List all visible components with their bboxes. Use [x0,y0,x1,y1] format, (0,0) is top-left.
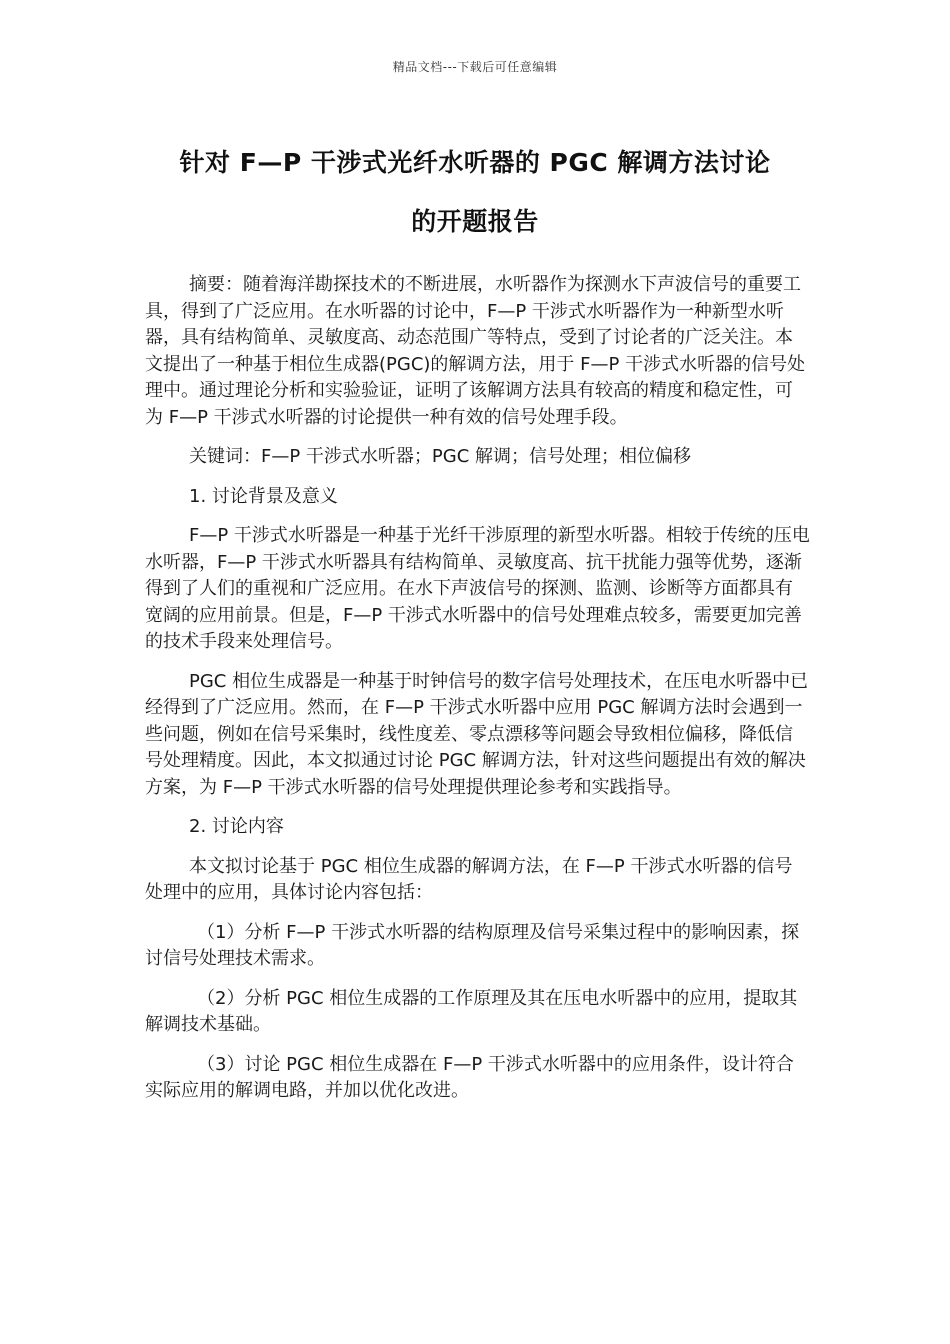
body-paragraph: 本文拟讨论基于 PGC 相位生成器的解调方法，在 F—P 干涉式水听器的信号处理中的应用，具体讨论内容包括： [145,855,793,903]
body-paragraph: F—P 干涉式水听器是一种基于光纤干涉原理的新型水听器。相较于传统的压电水听器，F—P 干涉式水听器具有结构简单、灵敏度高、抗干扰能力强等优势，逐渐得到了人们的重视和广泛应用。在水下声波信号的探测、监测、诊断等方面都具有宽阔的应用前景。但是，F—P 干涉式水听器中的信号处理难点较多，需要更加完善的技术手段来处理信号。 [145,525,810,652]
section-heading-2: 2. 讨论内容 [189,816,284,837]
header-note: 精品文档---下载后可任意编辑 [392,60,558,74]
body-paragraph: PGC 相位生成器是一种基于时钟信号的数字信号处理技术，在压电水听器中已经得到了广泛应用。然而，在 F—P 干涉式水听器中应用 PGC 解调方法时会遇到一些问题，例如在信号采集时，线性度差、零点漂移等问题会导致相位偏移，降低信号处理精度。因此，本文拟通过讨论 PGC 解调方法，针对这些问题提出有效的解决方案，为 F—P 干涉式水听器的信号处理提供理论参考和实践指导。 [145,670,809,798]
title-line-1: 针对 F—P 干涉式光纤水听器的 PGC 解调方法讨论 [179,148,771,177]
section-heading-1: 1. 讨论背景及意义 [189,485,338,507]
list-item: （3）讨论 PGC 相位生成器在 F—P 干涉式水听器中的应用条件，设计符合实际应用的解调电路，并加以优化改进。 [145,1053,794,1101]
list-item: （2）分析 PGC 相位生成器的工作原理及其在压电水听器中的应用，提取其解调技术基础。 [145,987,798,1035]
abstract-paragraph: 摘要：随着海洋勘探技术的不断进展，水听器作为探测水下声波信号的重要工具，得到了广泛应用。在水听器的讨论中，F—P 干涉式水听器作为一种新型水听器，具有结构简单、灵敏度高、动态范围广等特点，受到了讨论者的广泛关注。本文提出了一种基于相位生成器(PGC)的解调方法，用于 F—P 干涉式水听器的信号处理中。通过理论分析和实验验证，证明了该解调方法具有较高的精度和稳定性，可为 F—P 干涉式水听器的讨论提供一种有效的信号处理手段。 [145,274,806,428]
keywords-paragraph: 关键词：F—P 干涉式水听器；PGC 解调；信号处理；相位偏移 [189,446,692,467]
title-line-2: 的开题报告 [411,207,539,236]
document-body [145,272,810,1118]
document-title [120,133,830,251]
list-item: （1）分析 F—P 干涉式水听器的结构原理及信号采集过程中的影响因素，探讨信号处理技术需求。 [145,921,800,969]
